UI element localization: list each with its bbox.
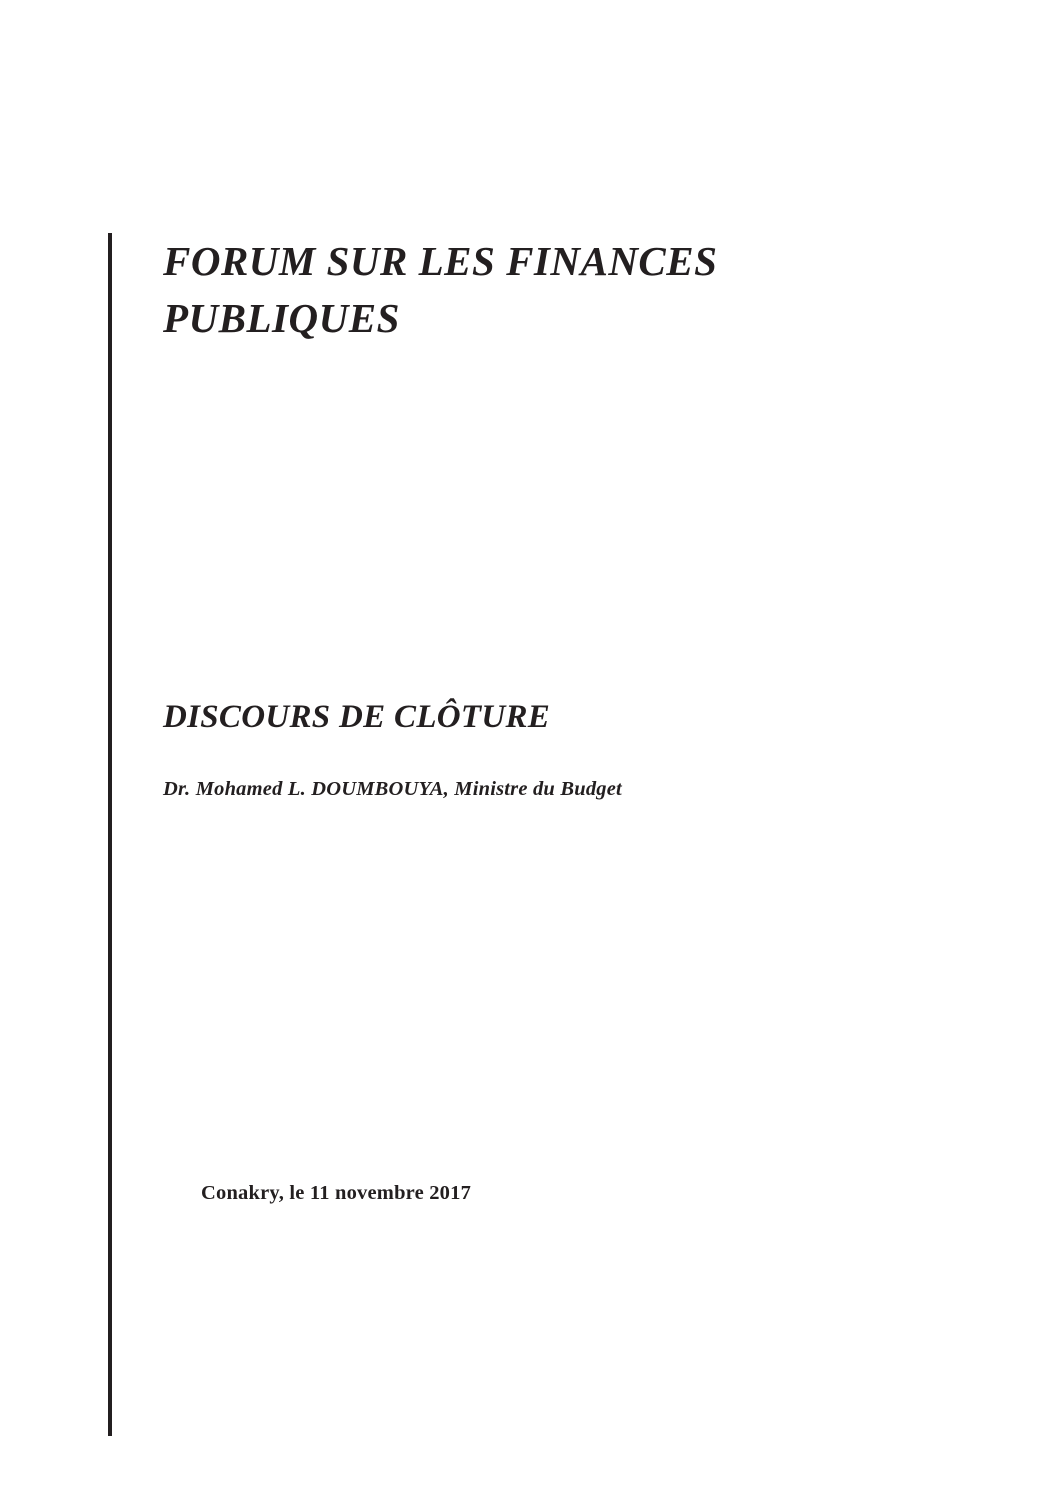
document-subtitle: DISCOURS DE CLÔTURE xyxy=(163,699,551,736)
left-vertical-rule xyxy=(108,233,112,1436)
page-title: FORUM SUR LES FINANCES PUBLIQUES xyxy=(163,238,718,341)
title-subtitle-spacer xyxy=(163,346,923,699)
author-date-spacer xyxy=(163,801,923,1182)
place-and-date: Conakry, le 11 novembre 2017 xyxy=(201,1182,472,1205)
author-line: Dr. Mohamed L. DOUMBOUYA, Ministre du Budget xyxy=(163,778,622,801)
cover-content-block xyxy=(163,233,923,1205)
